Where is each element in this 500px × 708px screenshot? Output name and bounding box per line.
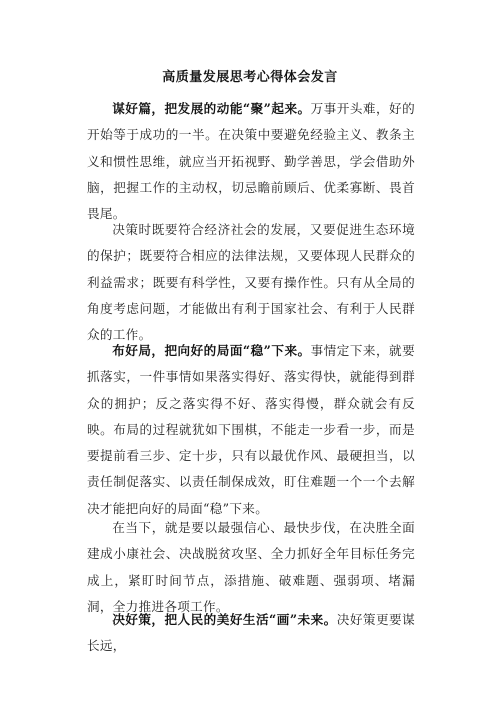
document-body-2 <box>87 217 415 348</box>
paragraph-3-lead: 布好局，把向好的局面“稳”下来。 <box>112 343 311 358</box>
paragraph-4-text: 在当下，就是要以最强信心、最快步伐，在决胜全面建成小康社会、决战脱贫攻坚、全力抓好全年目标任务完成上，紧盯时间节点，添措施、破难题、强弱项、堵漏洞，全力推进各项工作。 <box>87 520 415 614</box>
paragraph-1-lead: 谋好篇，把发展的动能“聚”起来。 <box>112 101 311 116</box>
paragraph-3-text: 事情定下来，就要抓落实，一件事情如果落实得好、落实得快，就能得到群众的拥护；反之落实得不好、落实得慢，群众就会有反映。布局的过程就犹如下围棋，不能走一步看一步，而是要提前看三步、定十步，只有以最优作风、最硬担当，以责任制促落实、以责任制保成效，盯住难题一个一个去解决才能把向好的局面“稳”下来。 <box>87 343 415 516</box>
document-body <box>87 96 415 227</box>
document-body-3 <box>87 338 415 522</box>
paragraph-5-lead: 决好策，把人民的美好生活“画”未来。 <box>112 612 337 627</box>
document-title: 高质量发展思考心得体会发言 <box>162 70 338 85</box>
paragraph-5-text: 决好策更要谋长远， <box>87 612 415 654</box>
paragraph-3 <box>87 338 415 522</box>
paragraph-4 <box>87 515 415 620</box>
paragraph-2 <box>87 217 415 348</box>
paragraph-5 <box>87 607 415 660</box>
document-body-5 <box>87 607 415 660</box>
document-body-4 <box>87 515 415 620</box>
paragraph-1 <box>87 96 415 227</box>
paragraph-2-text: 决策时既要符合经济社会的发展，又要促进生态环境的保护；既要符合相应的法律法规，又要体现人民群众的利益需求；既要有科学性，又要有操作性。只有从全局的角度考虑问题，才能做出有利于国家社会、有利于人民群众的工作。 <box>87 222 415 343</box>
paragraph-1-text: 万事开头难，好的开始等于成功的一半。在决策中要避免经验主义、教条主义和惯性思维，就应当开拓视野、勤学善思，学会借助外脑，把握工作的主动权，切忌瞻前顾后、优柔寡断、畏首畏尾。 <box>87 101 415 222</box>
